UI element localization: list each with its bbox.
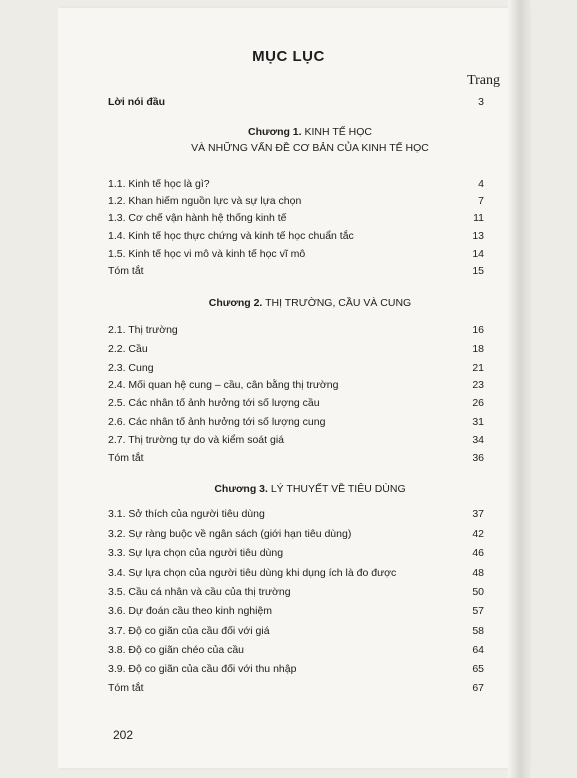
toc-entry-page: 31 bbox=[472, 416, 484, 428]
toc-entry[interactable] bbox=[108, 527, 484, 541]
toc-entry[interactable] bbox=[108, 194, 484, 208]
toc-entry-page: 37 bbox=[472, 508, 484, 520]
toc-entry[interactable] bbox=[108, 396, 484, 410]
toc-entry-page: 15 bbox=[472, 265, 484, 277]
toc-entry[interactable] bbox=[108, 643, 484, 657]
book-spine-shadow bbox=[508, 0, 530, 778]
toc-entry-title: 2.3. Cung bbox=[108, 362, 154, 374]
toc-entry-title: 3.3. Sự lựa chọn của người tiêu dùng bbox=[108, 547, 284, 559]
toc-entry[interactable] bbox=[108, 247, 484, 261]
toc-entry-title: 3.5. Cầu cá nhân và cầu của thị trường bbox=[108, 586, 291, 598]
toc-entry-title: 3.1. Sở thích của người tiêu dùng bbox=[108, 508, 265, 520]
page-title: MỤC LỤC bbox=[252, 48, 325, 65]
toc-entry[interactable] bbox=[108, 507, 484, 521]
toc-entry-page: 65 bbox=[472, 663, 484, 675]
toc-entry[interactable] bbox=[108, 177, 484, 191]
toc-entry-title: 1.2. Khan hiếm nguồn lực và sự lựa chọn bbox=[108, 195, 302, 207]
chapter-title-line1: KINH TẾ HỌC bbox=[304, 126, 372, 138]
toc-entry-summary[interactable] bbox=[108, 681, 484, 695]
toc-entry-page: 7 bbox=[478, 195, 484, 207]
toc-entry[interactable] bbox=[108, 415, 484, 429]
toc-entry-page: 50 bbox=[472, 586, 484, 598]
toc-entry-page: 46 bbox=[472, 547, 484, 559]
toc-entry-title: 1.4. Kinh tế học thực chứng và kinh tế học chuẩn tắc bbox=[108, 230, 354, 242]
toc-entry-title: 3.8. Độ co giãn chéo của cầu bbox=[108, 644, 245, 656]
toc-entry-title: 3.4. Sự lựa chọn của người tiêu dùng khi dụng ích là đo được bbox=[108, 567, 397, 579]
toc-entry-page: 3 bbox=[478, 96, 484, 108]
toc-entry[interactable] bbox=[108, 323, 484, 337]
toc-entry[interactable] bbox=[108, 378, 484, 392]
chapter-title-line1: LÝ THUYẾT VỀ TIÊU DÙNG bbox=[270, 483, 406, 495]
page-column-label: Trang bbox=[467, 73, 500, 88]
toc-entry[interactable] bbox=[108, 585, 484, 599]
chapter-3-heading bbox=[100, 481, 520, 497]
chapter-title-line2: VÀ NHỮNG VẤN ĐỀ CƠ BẢN CỦA KINH TẾ HỌC bbox=[191, 142, 429, 154]
chapter-title-line1: THỊ TRƯỜNG, CẦU VÀ CUNG bbox=[265, 297, 412, 309]
toc-entry-page: 36 bbox=[472, 452, 484, 464]
toc-entry[interactable] bbox=[108, 342, 484, 356]
chapter-1-heading bbox=[100, 124, 520, 156]
toc-entry-title: Tóm tắt bbox=[108, 452, 144, 464]
toc-entry-page: 18 bbox=[472, 343, 484, 355]
toc-entry-page: 21 bbox=[472, 362, 484, 374]
toc-entry[interactable] bbox=[108, 211, 484, 225]
toc-entry-title: 2.4. Mối quan hệ cung – cầu, cân bằng thị trường bbox=[108, 379, 339, 391]
toc-entry-summary[interactable] bbox=[108, 264, 484, 278]
toc-entry-page: 67 bbox=[472, 682, 484, 694]
toc-entry-page: 57 bbox=[472, 605, 484, 617]
toc-entry-page: 14 bbox=[472, 248, 484, 260]
toc-entry-title: 2.1. Thị trường bbox=[108, 324, 178, 336]
toc-entry-title: 1.3. Cơ chế vận hành hệ thống kinh tế bbox=[108, 212, 287, 224]
toc-entry-title: 2.7. Thị trường tự do và kiểm soát giá bbox=[108, 434, 284, 446]
toc-entry-title: 3.6. Dự đoán cầu theo kinh nghiệm bbox=[108, 605, 273, 617]
toc-entry-title: 2.6. Các nhân tố ảnh hưởng tới số lượng cung bbox=[108, 416, 326, 428]
toc-entry-title: 1.5. Kinh tế học vi mô và kinh tế học vĩ mô bbox=[108, 248, 306, 260]
toc-entry-title: 2.5. Các nhân tố ảnh hưởng tới số lượng cầu bbox=[108, 397, 320, 409]
toc-entry[interactable] bbox=[108, 604, 484, 618]
chapter-number: Chương 1. bbox=[248, 126, 302, 138]
toc-entry[interactable] bbox=[108, 361, 484, 375]
toc-entry-page: 34 bbox=[472, 434, 484, 446]
toc-entry[interactable] bbox=[108, 433, 484, 447]
chapter-2-heading bbox=[100, 295, 520, 311]
toc-entry-page: 58 bbox=[472, 625, 484, 637]
toc-entry-title: Tóm tắt bbox=[108, 265, 144, 277]
toc-entry-title: 3.9. Độ co giãn của cầu đối với thu nhập bbox=[108, 663, 297, 675]
toc-entry-title: Tóm tắt bbox=[108, 682, 144, 694]
chapter-number: Chương 2. bbox=[208, 297, 263, 309]
toc-entry-page: 26 bbox=[472, 397, 484, 409]
toc-entry-preface[interactable] bbox=[108, 95, 484, 109]
toc-entry-title: 3.7. Độ co giãn của cầu đối với giá bbox=[108, 625, 270, 637]
toc-entry-title: Lời nói đầu bbox=[108, 96, 166, 108]
toc-entry[interactable] bbox=[108, 229, 484, 243]
toc-entry[interactable] bbox=[108, 546, 484, 560]
toc-entry-page: 42 bbox=[472, 528, 484, 540]
chapter-number: Chương 3. bbox=[214, 483, 268, 495]
toc-entry-page: 11 bbox=[473, 212, 484, 224]
toc-entry-page: 16 bbox=[472, 324, 484, 336]
toc-entry-title: 1.1. Kinh tế học là gì? bbox=[108, 178, 210, 190]
toc-entry-page: 4 bbox=[478, 178, 484, 190]
toc-entry[interactable] bbox=[108, 662, 484, 676]
toc-entry-page: 13 bbox=[472, 230, 484, 242]
toc-entry-title: 2.2. Cầu bbox=[108, 343, 148, 355]
toc-entry-summary[interactable] bbox=[108, 451, 484, 465]
toc-entry-page: 64 bbox=[472, 644, 484, 656]
toc-entry-title: 3.2. Sự ràng buộc về ngân sách (giới hạn tiêu dùng) bbox=[108, 528, 352, 540]
toc-entry[interactable] bbox=[108, 624, 484, 638]
toc-entry-page: 23 bbox=[472, 379, 484, 391]
page-number: 202 bbox=[113, 728, 134, 742]
toc-entry-page: 48 bbox=[472, 567, 484, 579]
toc-entry[interactable] bbox=[108, 566, 484, 580]
